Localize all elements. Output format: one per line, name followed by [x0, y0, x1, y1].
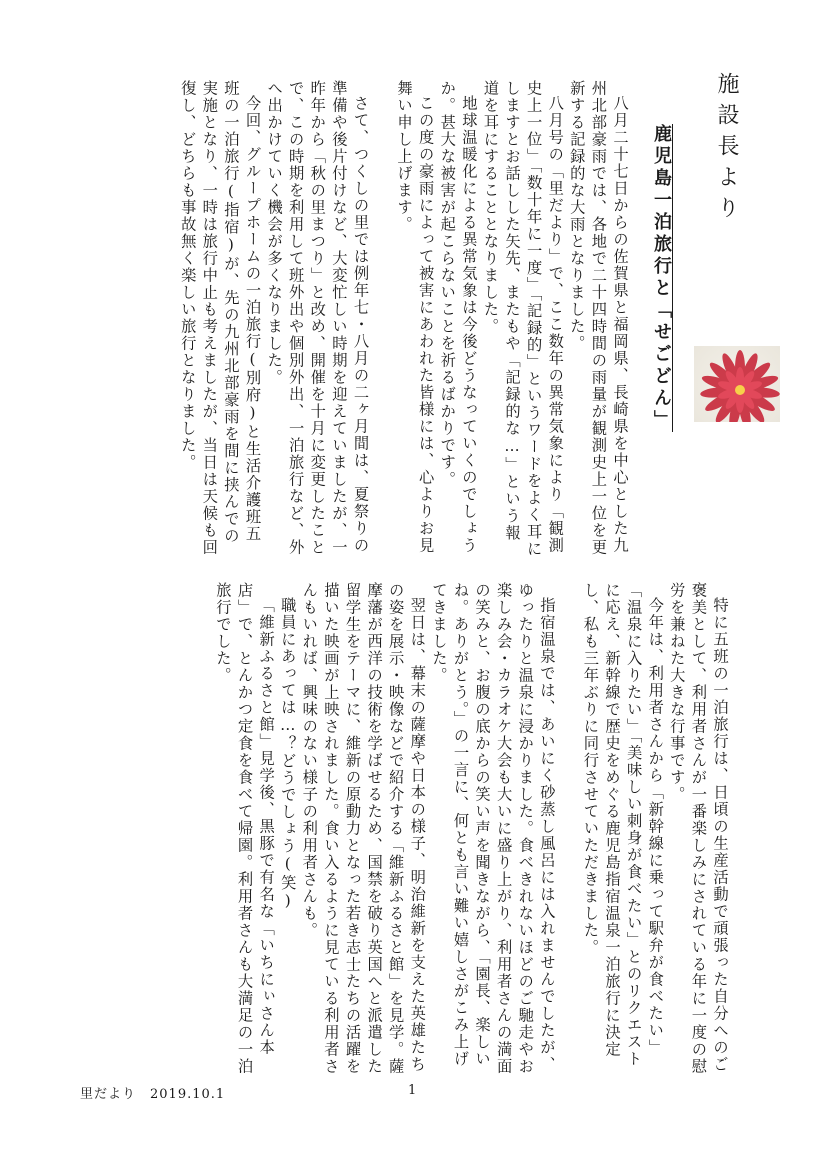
paragraph: 特に五班の一泊旅行は、日頃の生産活動で頑張った自分へのご褒美として、利用者さんが一番楽しみにされている年に一度の慰労を兼ねた大きな行事です。 [667, 582, 729, 1075]
paragraph: 八月号の「里だより」で、ここ数年の異常気象により「観測史上一位」「数十年に一度」「記録的」というワードをよく耳にしますとお話しした矢先、またもや「記録的な…」という報道を耳にすることとなりました。 [481, 80, 565, 558]
paragraph: さて、つくしの里では例年七・八月の二ヶ月間は、夏祭りの準備や後片付けなど、大変忙しい時期を迎えていましたが、一昨年から「秋の里まつり」と改め、開催を十月に変更したことで、この時期を利用して班外出や個別外出、一泊旅行など、外へ出かけていく機会が多くなりました。 [265, 80, 370, 556]
paragraph: この度の豪雨によって被害にあわれた皆様には、心よりお見舞い申し上げます。 [395, 80, 435, 555]
page-number: 1 [408, 1083, 418, 1098]
red-flower-icon [694, 346, 780, 422]
flower-photo [694, 346, 780, 422]
newsletter-date: 里だより 2019.10.1 [80, 1087, 226, 1102]
paragraph: 八月二十七日からの佐賀県と福岡県、長崎県を中心とした九州北部豪雨では、各地で二十四時間の雨量が観測史上一位を更新する記録的な大雨となりました。 [567, 80, 629, 556]
paragraph: 「維新ふるさと館」見学後、黒豚で有名な「いちにぃさん本店」で、とんかつ定食を食べて帰園。利用者さんも大満足の一泊旅行でした。 [213, 582, 276, 1075]
paragraph: 指宿温泉では、あいにく砂蒸し風呂には入れませんでしたが、ゆったりと温泉に浸かりました。食べきれないほどのご馳走やお楽しみ会・カラオケ大会も大いに盛り上がり、利用者さんの満面の笑みと、お腹の底からの笑い声を聞きながら、「園長、楽しいね。ありがとう。」の一言に、何とも言い難い嬉しさがこみ上げてきました。 [429, 582, 556, 1075]
paragraph: 職員にあっては…？どうでしょう(笑) [278, 597, 297, 912]
page-title: 施設長より [714, 72, 739, 227]
paragraph: 地球温暖化による異常気象は今後どうなっていくのでしょうか。甚大な被害が起こらないことを祈るばかりです。 [438, 80, 478, 555]
paragraph: 翌日は、幕末の薩摩や日本の様子、明治維新を支えた英雄たちの姿を展示・映像などで紹介する「維新ふるさと館」を見学。薩摩藩が西洋の技術を学ばせるため、国禁を破り英国へと派遣した留学生をテーマに、維新の原動力となった若き志士たちの活躍を描いた映画が上映されました。食い入るように見ている利用者さんもいれば、興味のない様子の利用者さんも。 [300, 582, 427, 1075]
paragraph: 今回、グループホームの一泊旅行(別府)と生活介護班五班の一泊旅行(指宿)が、先の九州北部豪雨を間に挟んでの実施となり、一時は旅行中止も考えましたが、当日は天候も回復し、どちらも事故無く楽しい旅行となりました。 [178, 80, 262, 556]
paragraph: 今年は、利用者さんから「新幹線に乗って駅弁が食べたい」「温泉に入りたい」「美味しい刺身が食べたい」とのリクエストに応え、新幹線で歴史をめぐる鹿児島指宿温泉一泊旅行に決定し、私も三年ぶりに同行させていただきました。 [581, 582, 665, 1068]
article-body-bottom [126, 582, 730, 1078]
article-body-top [118, 80, 630, 558]
article-subtitle: 鹿児島一泊旅行と「せごどん」 [651, 124, 672, 432]
